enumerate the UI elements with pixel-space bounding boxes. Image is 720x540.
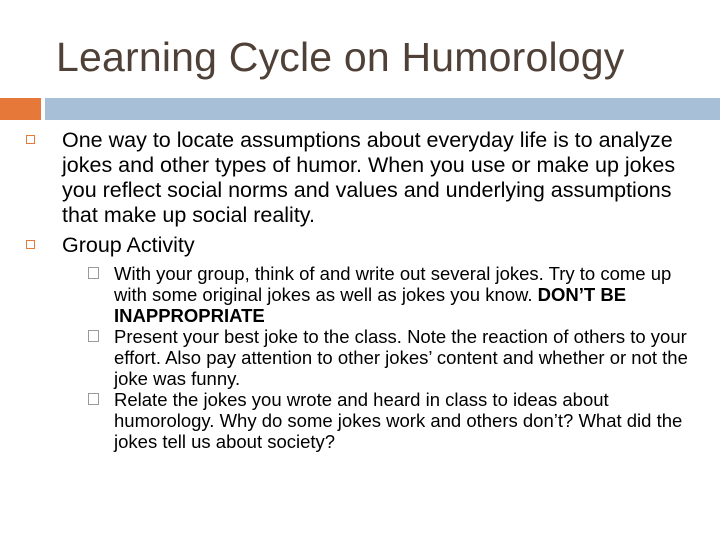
square-bullet-icon xyxy=(88,330,99,342)
sub-bullet-text: Relate the jokes you wrote and heard in class to ideas about humorology. Why do some jokes work and others don’t? What did the jokes tell us about society? xyxy=(114,389,683,452)
bullet-text: One way to locate assumptions about everyday life is to analyze jokes and other types of humor. When you use or make up jokes you reflect social norms and values and underlying assumptions that make up social reality. xyxy=(62,128,676,227)
square-bullet-icon xyxy=(88,393,99,405)
square-bullet-icon xyxy=(26,135,35,144)
slide-title: Learning Cycle on Humorology xyxy=(56,34,625,80)
slide-body xyxy=(26,128,706,452)
accent-bar-orange xyxy=(0,98,41,120)
sub-bullet-text: With your group, think of and write out several jokes. Try to come up with some original jokes as well as jokes you know. xyxy=(114,263,672,305)
sub-bullet-text: Present your best joke to the class. Note the reaction of others to your effort. Also pay attention to other jokes’ content and whether or not the joke was funny. xyxy=(114,326,688,389)
square-bullet-icon xyxy=(88,267,99,279)
square-bullet-icon xyxy=(26,240,35,249)
sub-bullet-item xyxy=(88,389,706,452)
sub-bullet-item xyxy=(88,263,706,326)
sub-bullet-list xyxy=(88,263,706,452)
emphasis-text: DON’T BE INAPPROPRIATE xyxy=(114,284,627,326)
bullet-text: Group Activity xyxy=(62,233,195,257)
bullet-item xyxy=(26,233,706,258)
bullet-item xyxy=(26,128,706,228)
sub-bullet-item xyxy=(88,326,706,389)
accent-bar-blue xyxy=(45,98,720,120)
